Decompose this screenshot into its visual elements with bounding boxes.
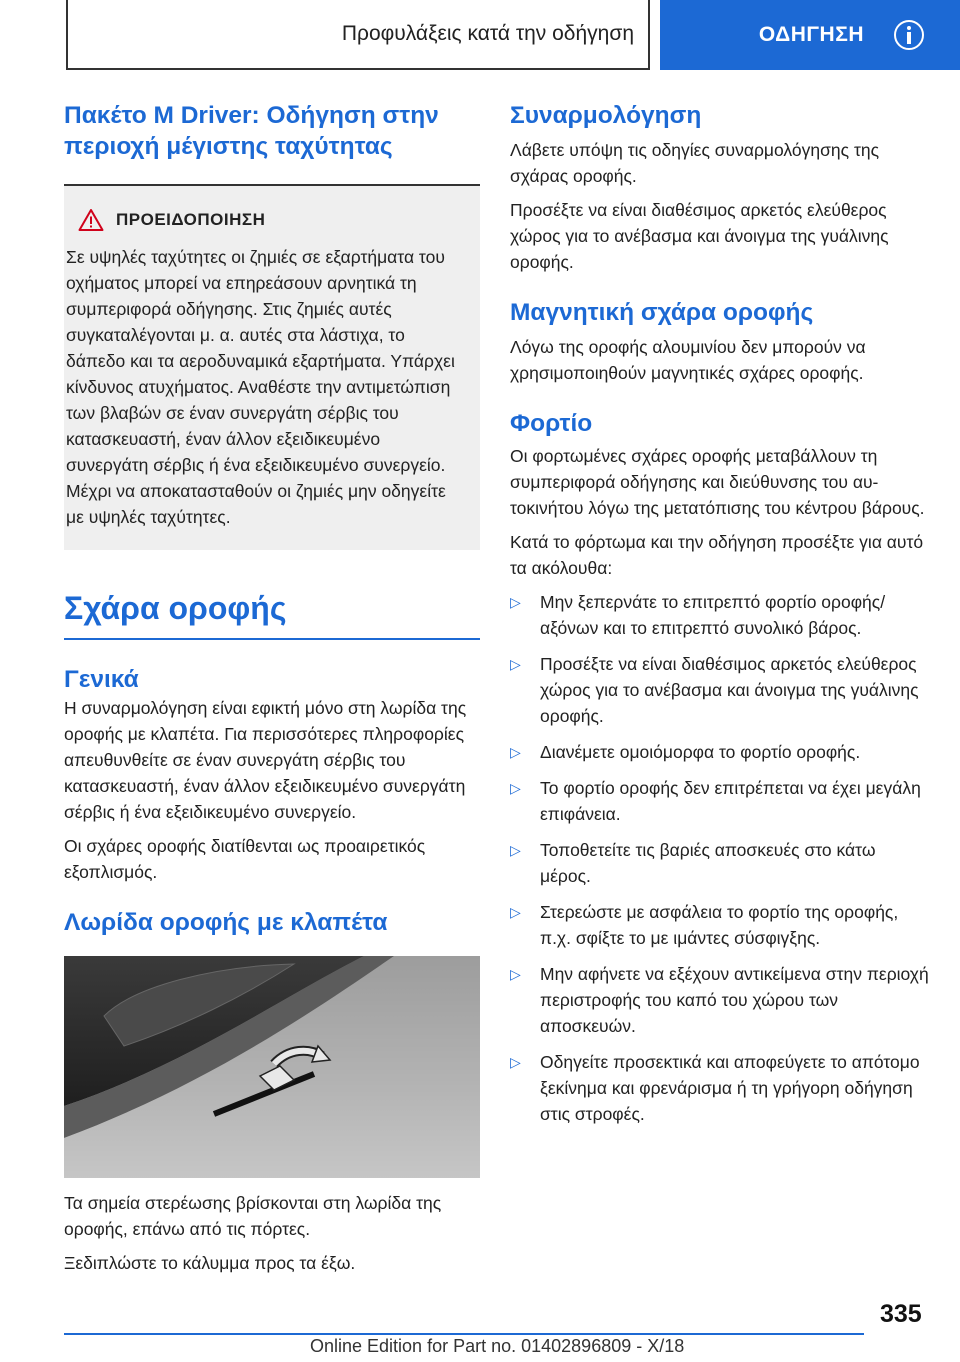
section-divider [64,638,480,640]
caption-unfold-cover: Ξεδιπλώστε το κάλυμμα προς τα έξω. [64,1252,356,1273]
assembly-paragraph-2: Προσέξτε να είναι διαθέσιμος αρκετός ελεύθερος χώρος για το ανέβασμα και άνοιγμα της γυάλινης οροφής. [510,200,889,272]
heading-roof-strip: Λωρίδα οροφής με κλαπέτα [64,908,388,936]
load-paragraph-2: Κατά το φόρτωμα και την οδήγηση προσέξτε για αυτό τα ακόλουθα: [510,532,924,578]
chapter-tab[interactable] [660,0,960,70]
warning-triangle-icon [78,208,104,232]
list-item: ▷ Μην αφήνετε να εξέχουν αντικείμενα στην περιοχή περιστροφής του καπό του χώρου των αποσκευών. [510,961,930,1039]
header-section-title-box [66,0,650,70]
left-column [64,100,480,1276]
heading-m-driver: Πακέτο M Driver: Οδήγηση στην περιοχή μέγιστης ταχύτητας [64,102,439,160]
footer-divider [64,1333,864,1335]
list-item: ▷ Το φορτίο οροφής δεν επιτρέπεται να έχει μεγάλη επιφάνεια. [510,775,930,827]
triangle-bullet-icon: ▷ [510,594,521,610]
warning-box [64,184,480,550]
section-title-roof-rack: Σχάρα οροφής [64,590,287,626]
triangle-bullet-icon: ▷ [510,744,521,760]
roof-strip-illustration [64,956,480,1178]
triangle-bullet-icon: ▷ [510,904,521,920]
warning-text: Σε υψηλές ταχύτητες οι ζημιές σε εξαρτήματα του οχήματος μπορεί να επηρεάσουν αρνητικά τη συμπεριφορά οδήγησης. Στις ζημιές αυτές συγκαταλέγονται μ. α. αυτές στα λάστιχα, το δάπεδο και τα αεροδυναμικά εξαρτήματα. Υπάρχει κίνδυνος ατυχήματος. Αναθέστε την αντιμετώπιση των βλαβών σε έναν συνεργάτη σέρβις του κατασκευαστή, έναν άλλον εξειδικευμένο συνεργάτη σέρβις ή ένα εξειδικευμένο συνεργείο. Μέχρι να αποκατασταθούν οι ζημιές μην οδηγείτε με υψηλές ταχύτητες. [66,247,455,527]
warning-title-row [78,208,462,232]
general-paragraph-2: Οι σχάρες οροφής διατίθενται ως προαιρετικός εξοπλισμός. [64,835,426,882]
load-paragraph-1: Οι φορτωμένες σχάρες οροφής μεταβάλλουν τη συμπεριφορά οδήγησης και διεύθυνσης του αυτοκινήτου λόγω της μετατόπισης του κέντρου βάρους. [510,446,925,518]
triangle-bullet-icon: ▷ [510,780,521,796]
assembly-paragraph-1: Λάβετε υπόψη τις οδηγίες συναρμολόγησης της σχάρας οροφής. [510,140,880,186]
list-item: ▷ Διανέμετε ομοιόμορφα το φορτίο οροφής. [510,739,930,765]
list-item: ▷ Μην ξεπερνάτε το επιτρεπτό φορτίο οροφής/ αξόνων και το επιτρεπτό συνολικό βάρος. [510,589,930,641]
heading-magnetic-rack: Μαγνητική σχάρα οροφής [510,299,814,326]
page-number: 335 [880,1300,922,1328]
right-column [510,100,930,1137]
chapter-tab-label: ΟΔΗΓΗΣΗ [758,23,864,46]
triangle-bullet-icon: ▷ [510,656,521,672]
list-item: ▷ Στερεώστε με ασφάλεια το φορτίο της οροφής, π.χ. σφίξτε το με ιμάντες σύσφιγξης. [510,899,930,951]
general-paragraph-1: Η συναρμολόγηση είναι εφικτή μόνο στη λωρίδα της οροφής με κλαπέτα. Για περισσότερες πληροφορίες απευθυνθείτε σε έναν συνεργάτη σέρβις του κατασκευαστή, έναν άλλον εξειδικευμένο συνεργάτη σέρβις ή ένα εξειδικευμένο συνεργείο. [64,697,467,822]
heading-assembly: Συναρμολόγηση [510,102,702,129]
load-instructions-list [510,589,930,1127]
triangle-bullet-icon: ▷ [510,966,521,982]
triangle-bullet-icon: ▷ [510,1054,521,1070]
list-item: ▷ Οδηγείτε προσεκτικά και αποφεύγετε το απότομο ξεκίνημα και φρενάρισμα ή τη γρήγορη οδήγηση στις στροφές. [510,1049,930,1127]
car-roof-image [64,956,480,1178]
triangle-bullet-icon: ▷ [510,842,521,858]
heading-general: Γενικά [64,665,139,693]
caption-mount-points: Τα σημεία στερέωσης βρίσκονται στη λωρίδα της οροφής, επάνω από τις πόρτες. [64,1192,442,1239]
magnetic-paragraph: Λόγω της οροφής αλουμινίου δεν μπορούν να χρησιμοποιηθούν μαγνητικές σχάρες οροφής. [510,337,866,383]
section-title: Προφυλάξεις κατά την οδήγηση [341,22,634,45]
info-circle-icon[interactable] [894,20,924,50]
heading-load: Φορτίο [510,410,593,437]
list-item: ▷ Προσέξτε να είναι διαθέσιμος αρκετός ελεύθερος χώρος για το ανέβασμα και άνοιγμα της γυάλινης οροφής. [510,651,930,729]
warning-title: ΠΡΟΕΙΔΟΠΟΙΗΣΗ [116,210,266,229]
list-item: ▷ Τοποθετείτε τις βαριές αποσκευές στο κάτω μέρος. [510,837,930,889]
footer-edition: Online Edition for Part no. 01402896809 - X/18 [310,1336,685,1356]
